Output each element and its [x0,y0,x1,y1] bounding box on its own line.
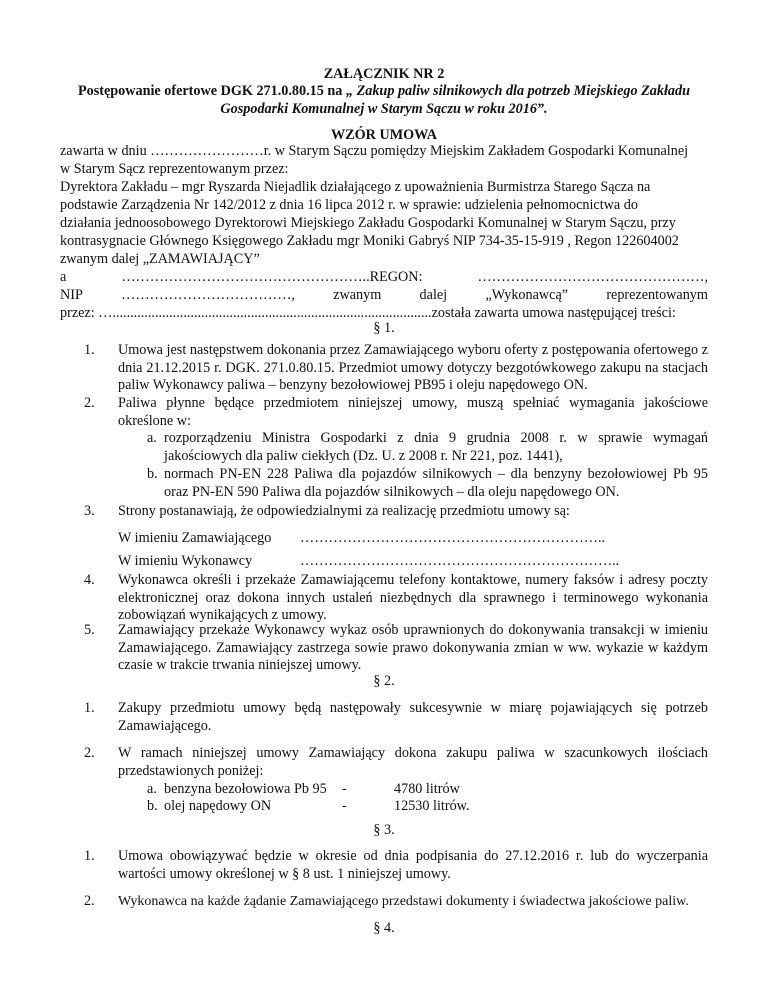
document-title: WZÓR UMOWA [330,127,437,143]
intro-line-4: podstawie Zarządzenia Nr 142/2012 z dnia 16 lipca 2012 r. w sprawie: udzielenia pełnomocnictwa do [60,197,638,213]
intro-przez-line: przez: …..........................................................................................została zawarta umowa następującej treści: [60,305,676,321]
intro-line-6: kontrasygnacie Głównego Księgowego Zakładu mgr Moniki Gabryś NIP 734-35-15-919 , Regon 122604002 [60,233,679,249]
section-2-heading: § 2. [373,673,395,689]
intro-line-5: działania jednoosobowego Dyrektorowi Miejskiego Zakładu Gospodarki Komunalnej w Starym Sączu, przy [60,215,676,231]
procedure-subtitle [60,83,708,101]
fuel-a-name: benzyna bezołowiowa Pb 95 [164,781,327,797]
contractor-name-field: ……………………………………………..REGON: [121,269,423,285]
s1-item-3-text: Strony postanawiają, że odpowiedzialnymi za realizację przedmiotu umowy są: [118,503,570,519]
intro-line-7: zwanym dalej „ZAMAWIAJĄCY” [60,251,260,267]
rep-wykonawca-label: W imieniu Wykonawcy [118,553,253,569]
procedure-subtitle-2 [60,101,708,119]
contractor-a: a [60,269,67,285]
s1-item-1-text: Umowa jest następstwem dokonania przez Zamawiającego wyboru oferty z postępowania ofertowego z dnia 21.12.2015 r. DGK. 271.0.80.15. Przedmiot umowy dotyczy bezgotówkowego zakupu na stacjach paliw Wykonawcy paliwa – benzyny bezołowiowej PB95 i oleju napędowego ON. [118,342,708,394]
s1-item-4-text: Wykonawca określi i przekaże Zamawiającemu telefony kontaktowe, numery faksów i adresy poczty elektronicznej oraz dokona innych ustaleń niezbędnych dla sprawnego i terminowego wykonania zobowiązań wynikających z umowy. [118,572,708,624]
s3-item-1-text: Umowa obowiązywać będzie w okresie od dnia podpisania do 27.12.2016 r. lub do wyczerpania wartości umowy określonej w § 8 ust. 1 niniejszej umowy. [118,848,708,882]
s1-item-2-number: 2. [84,395,95,411]
section-3-heading: § 3. [373,822,395,838]
procedure-prefix: Postępowanie ofertowe DGK 271.0.80.15 na [77,83,346,99]
section-1-heading: § 1. [373,320,395,336]
s3-item-2-text: Wykonawca na każde żądanie Zamawiającego przedstawi dokumenty i świadectwa jakościowe paliw. [118,894,689,909]
procedure-subject-1: „ Zakup paliw silnikowych dla potrzeb Miejskiego Zakładu [345,83,691,99]
contractor-regon-field: …………………………………………, [477,269,708,285]
s2-item-1-number: 1. [84,700,95,716]
s3-item-1-number: 1. [84,848,95,864]
fuel-b-name: olej napędowy ON [164,798,272,814]
s2-item-2-text: W ramach niniejszej umowy Zamawiający dokona zakupu paliwa w szacunkowych ilościach przedstawionych poniżej: [118,745,708,779]
procedure-subject-2: Gospodarki Komunalnej w Starym Sączu w roku 2016”. [220,101,548,117]
rep-zamawiajacy-field: ……………………………………………………….. [300,530,606,546]
s1-item-2a-text: rozporządzeniu Ministra Gospodarki z dnia 9 grudnia 2008 r. w sprawie wymagań jakościowych dla paliw ciekłych (Dz. U. z 2008 r. Nr 221, poz. 1441), [164,430,708,464]
section-4-heading: § 4. [373,920,395,936]
nip-row [60,287,708,305]
nip-word-4: reprezentowanym [606,287,708,303]
fuel-a-dash: - [342,781,347,797]
nip-label: NIP [60,287,83,303]
s1-item-2-text: Paliwa płynne będące przedmiotem niniejszej umowy, muszą spełniać wymagania jakościowe określone w: [118,395,708,429]
contractor-row [60,269,708,287]
fuel-b-dash: - [342,798,347,814]
nip-word-3: „Wykonawcą” [485,287,569,303]
rep-zamawiajacy-label: W imieniu Zamawiającego [118,530,272,546]
nip-word-2: dalej [419,287,448,303]
s1-item-4-number: 4. [84,572,95,588]
s1-item-2b-label: b. [147,466,158,482]
rep-wykonawca-field: ………………………………………………………….. [300,553,620,569]
s2-item-1-text: Zakupy przedmiotu umowy będą następowały sukcesywnie w miarę pojawiających się potrzeb Zamawiającego. [118,700,708,734]
nip-word-1: zwanym [333,287,382,303]
s2-item-2-number: 2. [84,745,95,761]
fuel-a-label: a. [147,781,157,797]
fuel-a-quantity: 4780 litrów [394,781,460,797]
intro-line-1: zawarta w dniu ……………………r. w Starym Sączu pomiędzy Miejskim Zakładem Gospodarki Komunalnej [60,143,689,159]
s1-item-1-number: 1. [84,342,95,358]
fuel-b-label: b. [147,798,158,814]
s1-item-2b-text: normach PN-EN 228 Paliwa dla pojazdów silnikowych – dla benzyny bezołowiowej Pb 95 oraz PN-EN 590 Paliwa dla pojazdów silnikowych – dla oleju napędowego ON. [164,466,708,500]
intro-line-2: w Starym Sącz reprezentowanym przez: [60,161,289,177]
s1-item-3-number: 3. [84,503,95,519]
s1-item-2a-label: a. [147,430,157,446]
s1-item-5-text: Zamawiający przekaże Wykonawcy wykaz osób uprawnionych do dokonywania transakcji w imieniu Zamawiającego. Zamawiający zastrzega sowie prawo dokonywania zmian w ww. wykazie w każdym czasie w trakcie trwania niniejszej umowy. [118,622,708,674]
annex-title: ZAŁĄCZNIK NR 2 [323,66,445,82]
intro-line-3: Dyrektora Zakładu – mgr Ryszarda Niejadlik działającego z upoważnienia Burmistrza Starego Sącza na [60,179,651,195]
s1-item-5-number: 5. [84,622,95,638]
s3-item-2-number: 2. [84,893,95,909]
nip-field: ………………………………, [121,287,295,303]
fuel-b-quantity: 12530 litrów. [394,798,470,814]
